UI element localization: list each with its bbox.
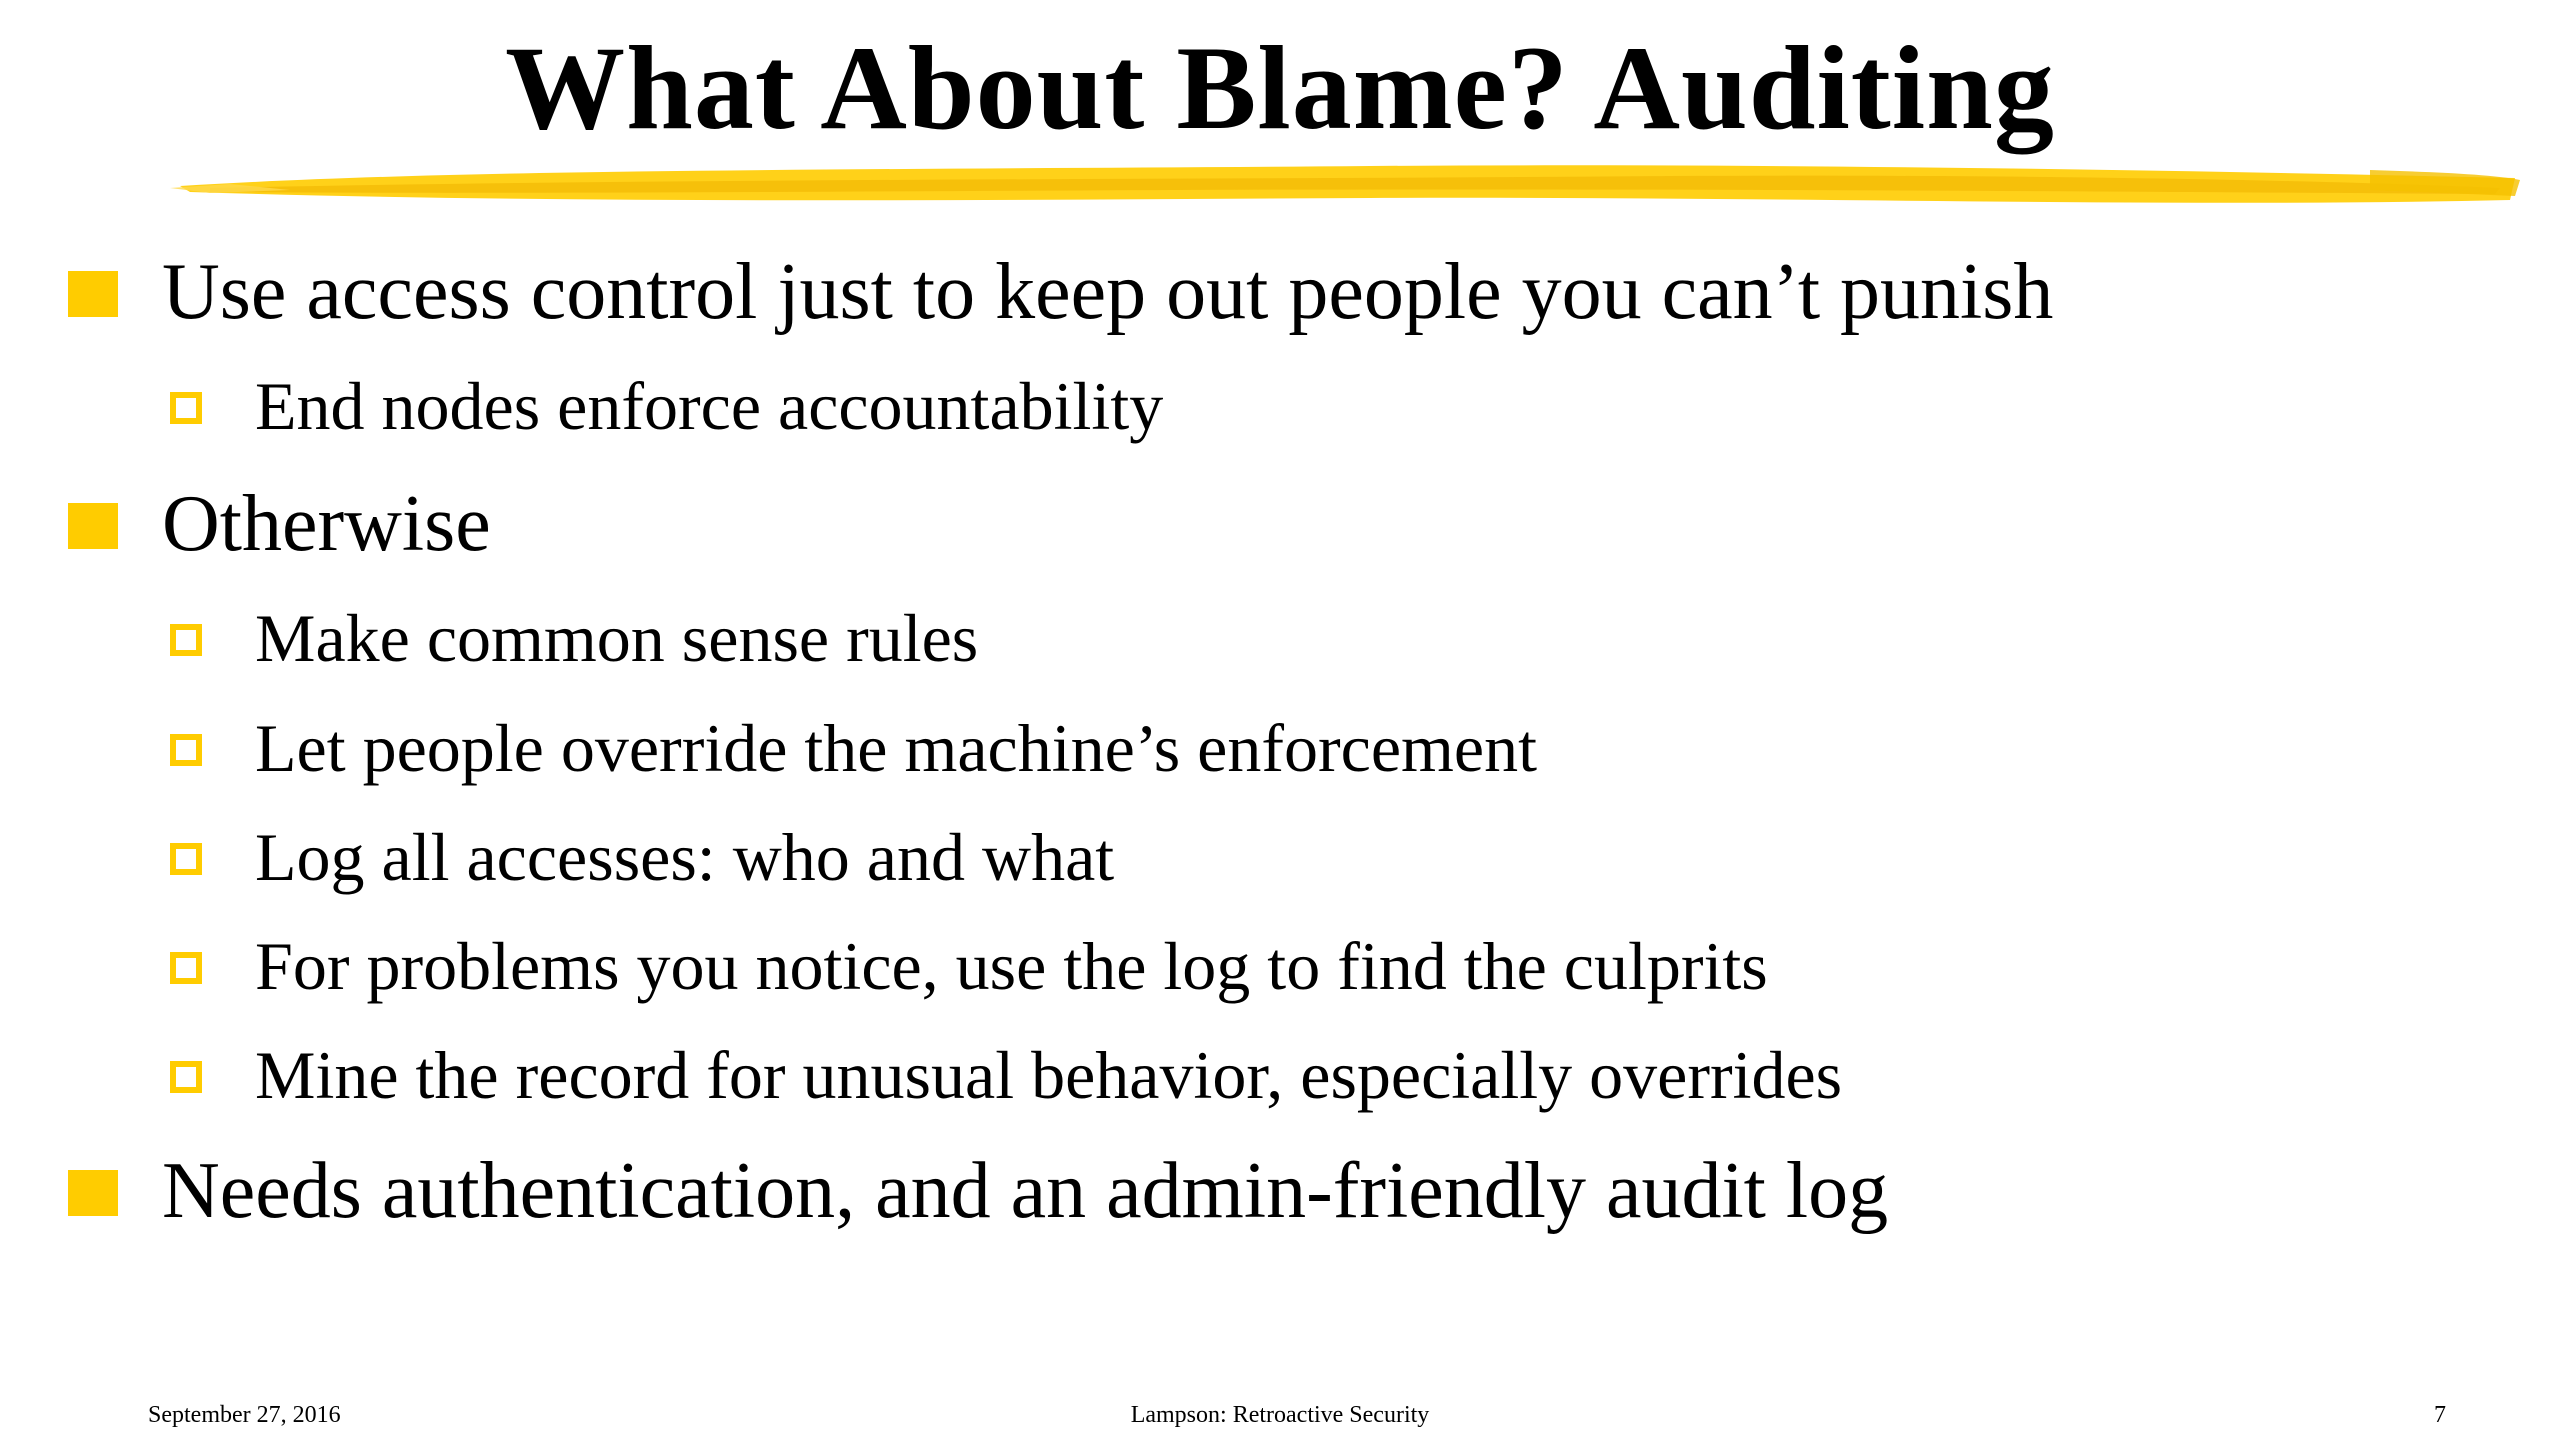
sub-bullet-marker-square bbox=[170, 392, 202, 424]
sub-bullet-marker-square bbox=[170, 952, 202, 984]
sub-bullet-item: Mine the record for unusual behavior, especially overrides bbox=[255, 1037, 1843, 1113]
bullet-marker-square bbox=[68, 271, 118, 317]
footer-date: September 27, 2016 bbox=[148, 1402, 341, 1428]
slide-title: What About Blame? Auditing bbox=[505, 21, 2055, 154]
sub-bullet-item: Let people override the machine’s enforcement bbox=[255, 710, 1537, 786]
sub-bullet-marker-square bbox=[170, 843, 202, 875]
footer-page-number: 7 bbox=[2434, 1402, 2446, 1428]
sub-bullet-item: End nodes enforce accountability bbox=[255, 368, 1164, 444]
bullet-item: Otherwise bbox=[162, 480, 491, 568]
sub-bullet-marker-square bbox=[170, 624, 202, 656]
bullet-marker-square bbox=[68, 1170, 118, 1216]
bullet-item: Use access control just to keep out people you can’t punish bbox=[162, 248, 2054, 336]
bullet-marker-square bbox=[68, 503, 118, 549]
sub-bullet-marker-square bbox=[170, 734, 202, 766]
sub-bullet-item: For problems you notice, use the log to find the culprits bbox=[255, 928, 1768, 1004]
sub-bullet-item: Log all accesses: who and what bbox=[255, 819, 1115, 895]
bullet-item: Needs authentication, and an admin-friendly audit log bbox=[162, 1147, 1889, 1235]
footer-title: Lampson: Retroactive Security bbox=[1130, 1402, 1430, 1428]
sub-bullet-marker-square bbox=[170, 1061, 202, 1093]
sub-bullet-item: Make common sense rules bbox=[255, 600, 979, 676]
